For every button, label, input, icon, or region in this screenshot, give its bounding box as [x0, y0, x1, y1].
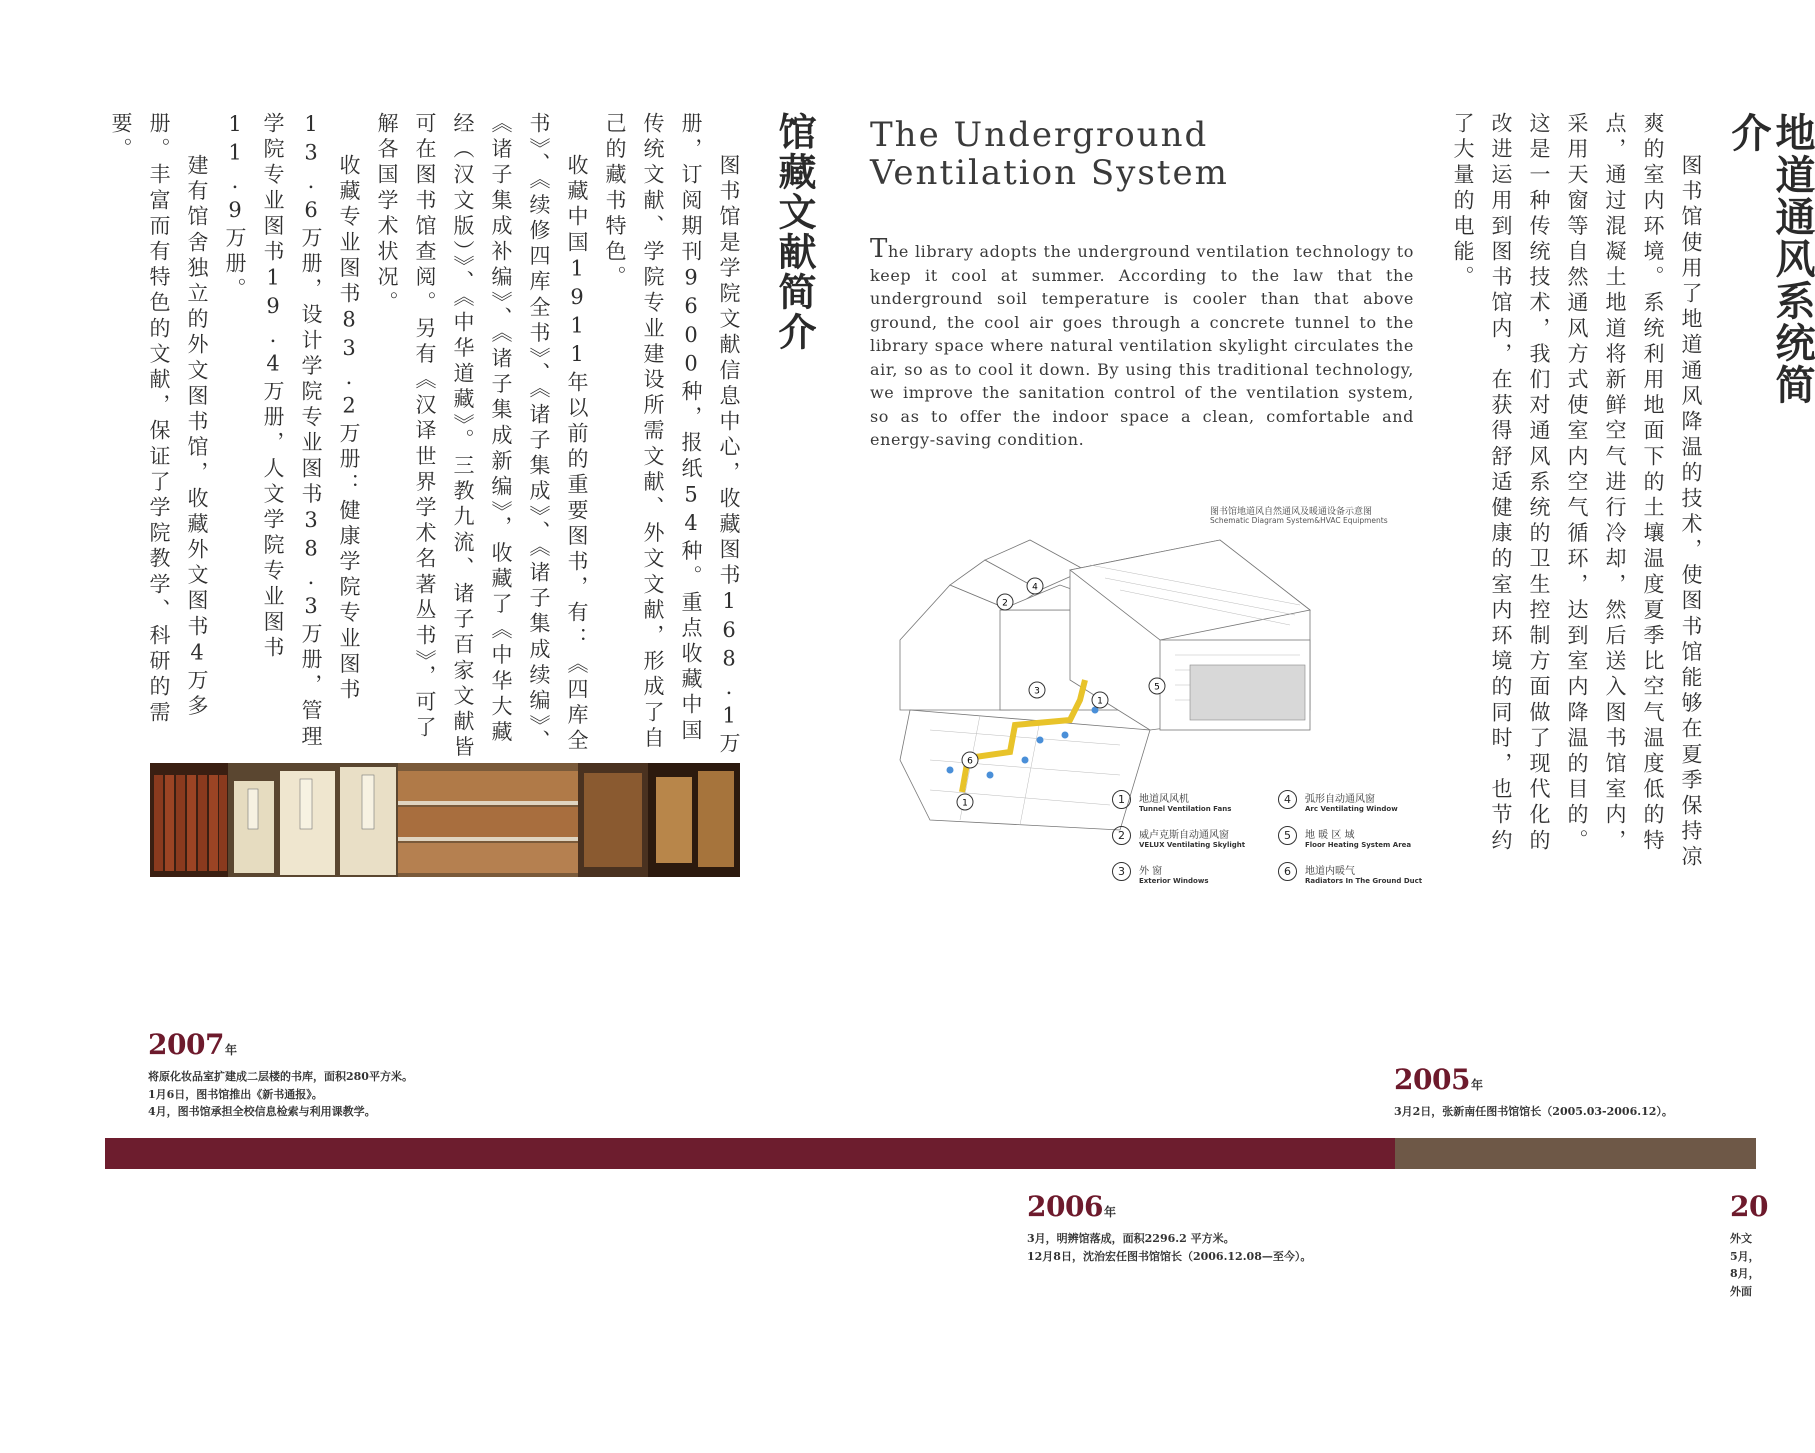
boxed-classic-books: [228, 763, 398, 877]
title-line: Ventilation System: [870, 153, 1229, 193]
timeline-event: 将原化妆品室扩建成二层楼的书库，面积280平方米。: [148, 1070, 413, 1083]
legend-item: [1278, 790, 1398, 813]
timeline-events-2007: [148, 1068, 413, 1121]
legend-item: [1112, 862, 1209, 885]
timeline-year-2007: [148, 1028, 236, 1061]
legend-en: Exterior Windows: [1139, 877, 1209, 885]
year-number: 2006: [1027, 1190, 1103, 1223]
timeline-year-2006: [1027, 1190, 1115, 1223]
timeline-event: 4月，图书馆承担全校信息检索与利用课教学。: [148, 1105, 376, 1118]
callout-4: 4: [1032, 582, 1038, 593]
legend-number: 3: [1112, 862, 1131, 881]
year-suffix: 年: [1470, 1078, 1483, 1092]
year-suffix: 年: [224, 1043, 237, 1057]
timeline-year-2008-partial: [1730, 1190, 1768, 1223]
legend-en: Arc Ventilating Window: [1305, 805, 1398, 813]
legend-item: [1112, 790, 1231, 813]
red-book-spines: [150, 763, 228, 877]
collection-paragraph: 图书馆是学院文献信息中心，收藏图书168.1万册，订阅期刊9600种，报纸54种。重点收藏中国传统文献、学院专业建设所需文献、外文文献，形成了自己的藏书特色。: [603, 112, 741, 758]
legend-cn: 外 窗: [1139, 866, 1163, 877]
timeline-event: 外文: [1730, 1232, 1752, 1245]
legend-number: 5: [1278, 826, 1297, 845]
diagram-title-cn: 图书馆地道风自然通风及暖通设备示意图: [1210, 507, 1373, 517]
collection-title: 馆藏文献简介: [772, 112, 816, 352]
timeline-year-2005: [1394, 1063, 1482, 1096]
callout-5: 5: [1154, 682, 1160, 693]
title-line: The Underground: [870, 115, 1209, 155]
legend-en: Radiators In The Ground Duct: [1305, 877, 1423, 885]
legend-item: [1278, 826, 1411, 849]
year-number: 2007: [148, 1028, 224, 1061]
timeline-event: 3月2日，张新南任图书馆馆长（2005.03-2006.12）。: [1394, 1105, 1673, 1118]
legend-number: 1: [1112, 790, 1131, 809]
legend-cn: 弧形自动通风窗: [1305, 794, 1375, 805]
timeline-event: 1月6日，图书馆推出《新书通报》。: [148, 1087, 323, 1101]
legend-cn: 地道内暖气: [1305, 866, 1355, 877]
callout-6: 6: [967, 756, 973, 767]
timeline-bar-red: [105, 1138, 1395, 1169]
diagram-title-en: Schematic Diagram System&HVAC Equipments: [1210, 516, 1388, 525]
ventilation-english-title: [870, 116, 1230, 192]
legend-cn: 地 暖 区 域: [1305, 830, 1355, 841]
timeline-event: 12月8日，沈治宏任图书馆馆长（2006.12.08—至今）。: [1027, 1249, 1312, 1263]
timeline-events-2005: [1394, 1103, 1673, 1121]
collection-paragraph: 收藏专业图书83.2万册：健康学院专业图书13.6万册，设计学院专业图书38.3万册，管理学院专业图书19.4万册，人文学院专业图书11.9万册。: [223, 112, 361, 751]
legend-en: Floor Heating System Area: [1305, 841, 1412, 849]
legend-number: 2: [1112, 826, 1131, 845]
legend-item: [1278, 862, 1422, 885]
timeline-events-2006: [1027, 1230, 1311, 1265]
diagram-legend: [1112, 786, 1442, 896]
timeline-event: 外面: [1730, 1284, 1752, 1298]
bookshelf-photo-strip: [150, 763, 740, 877]
timeline-event: 5月，: [1730, 1249, 1760, 1263]
timeline-bar-brown: [1395, 1138, 1756, 1169]
legend-en: Tunnel Ventilation Fans: [1139, 805, 1232, 813]
legend-cn: 威卢克斯自动通风窗: [1139, 830, 1229, 841]
ventilation-chinese-body: [1448, 112, 1710, 872]
legend-item: [1112, 826, 1245, 849]
year-suffix: 年: [1103, 1205, 1116, 1219]
timeline-event: 3月，明辨馆落成，面积2296.2 平方米。: [1027, 1232, 1235, 1245]
legend-en: VELUX Ventilating Skylight: [1139, 841, 1246, 849]
legend-number: 4: [1278, 790, 1297, 809]
collection-paragraph: 收藏中国1911年以前的重要图书，有：《四库全书》、《续修四库全书》、《诸子集成》、《诸子集成续编》、《诸子集成补编》、《诸子集成新编》，收藏了《中华大藏经（汉文版）》、《中华道藏》。三教九流、诸子百家文献皆可在图书馆查阅。另有《汉译世界学术名著丛书》，可了解各国学术状况。: [375, 112, 589, 762]
callout-2: 2: [1002, 598, 1008, 609]
callout-3: 3: [1034, 686, 1040, 697]
collection-paragraph: 建有馆舍独立的外文图书馆，收藏外文图书4万多册。丰富而有特色的文献，保证了学院教学、科研的需要。: [109, 112, 209, 727]
timeline-events-2008-partial: [1730, 1230, 1760, 1300]
ventilation-chinese-title: 地道通风系统简介: [1725, 112, 1815, 406]
ventilation-english-body: The library adopts the underground ventilation technology to keep it cool at summer. According to the law that the underground soil temperature is cooler than that above ground, the cool air goes through a concrete tunnel to the library space where natural ventilation skylight circulates the air, so as to cool it down. By using this traditional technology, we improve the sanitation control of the ventilation system, so as to offer the indoor space a clean, comfortable and energy-saving condition.: [870, 234, 1414, 449]
callout-1-lower: 1: [962, 798, 968, 809]
timeline-event: 8月，: [1730, 1267, 1760, 1280]
ventilation-paragraph: 图书馆使用了地道通风降温的技术，使图书馆能够在夏季保持凉爽的室内环境。系统利用地面下的土壤温度夏季比空气温度低的特点，通过混凝土地道将新鲜空气进行冷却，然后送入图书馆室内，采用天窗等自然通风方式使室内空气循环，达到室内降温的目的。这是一种传统技术，我们对通风系统的卫生控制方面做了现代化的改进运用到图书馆内，在获得舒适健康的室内环境的同时，也节约了大量的电能。: [1451, 112, 1703, 871]
collection-body: [109, 112, 748, 762]
library-shelves: [398, 763, 740, 877]
year-number: 2005: [1394, 1063, 1470, 1096]
year-number: 20: [1730, 1190, 1768, 1223]
callout-1: 1: [1097, 696, 1103, 707]
legend-cn: 地道风风机: [1139, 794, 1189, 805]
legend-number: 6: [1278, 862, 1297, 881]
